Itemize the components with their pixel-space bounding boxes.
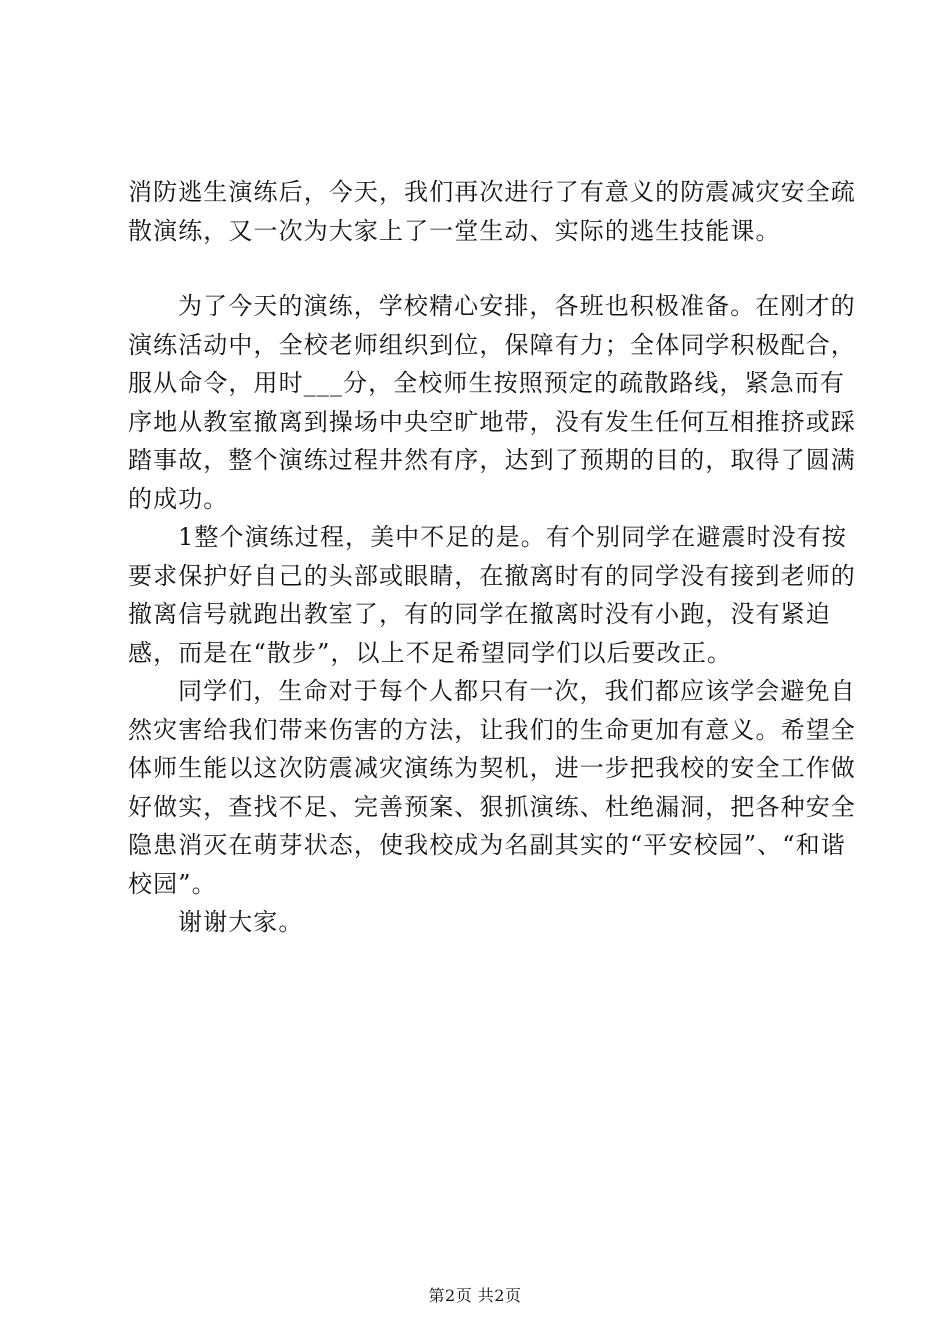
paragraph-thanks: 谢谢大家。 xyxy=(178,908,304,936)
document-body xyxy=(128,173,868,942)
paragraph-drill-summary: 为了今天的演练，学校精心安排，各班也积极准备。在刚才的演练活动中，全校老师组织到位，保障有力；全体同学积极配合，服从命令，用时___分，全校师生按照预定的疏散路线，紧急而有序地从教室撤离到操场中央空旷地带，没有发生任何互相推挤或踩踏事故，整个演练过程井然有序，达到了预期的目的，取得了圆满的成功。 xyxy=(128,292,856,513)
paragraph-shortcomings: 1整个演练过程，美中不足的是。有个别同学在避震时没有按要求保护好自己的头部或眼睛，在撤离时有的同学没有接到老师的撤离信号就跑出教室了，有的同学在撤离时没有小跑，没有紧迫感，而是在“散步”，以上不足希望同学们以后要改正。 xyxy=(128,523,856,667)
page-number-footer: 第2页 共2页 xyxy=(428,1286,522,1305)
paragraph-closing-appeal: 同学们，生命对于每个人都只有一次，我们都应该学会避免自然灾害给我们带来伤害的方法，让我们的生命更加有意义。希望全体师生能以这次防震减灾演练为契机，进一步把我校的安全工作做好做实，查找不足、完善预案、狠抓演练、杜绝漏洞，把各种安全隐患消灭在萌芽状态，使我校成为名副其实的“平安校园”、“和谐校园”。 xyxy=(128,677,856,898)
paragraph-intro-continuation: 消防逃生演练后，今天，我们再次进行了有意义的防震减灾安全疏散演练，又一次为大家上了一堂生动、实际的逃生技能课。 xyxy=(128,178,856,245)
paragraph-gap xyxy=(128,250,868,287)
